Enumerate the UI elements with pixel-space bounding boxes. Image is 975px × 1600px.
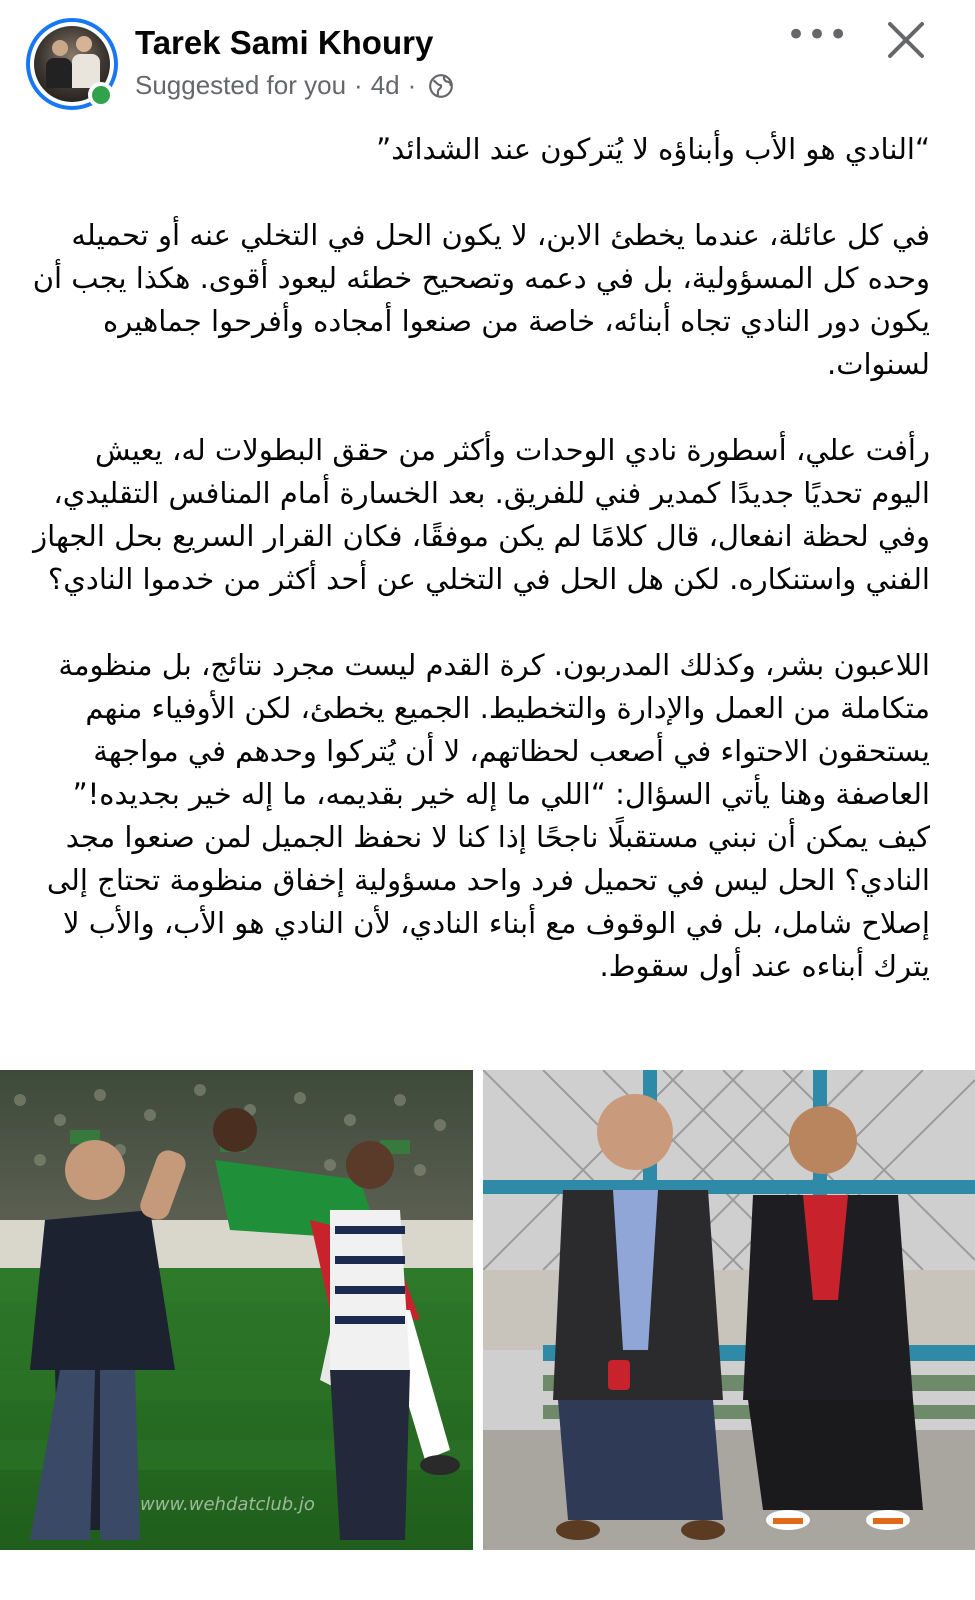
post-header — [0, 0, 975, 120]
post-photo-bench[interactable] — [483, 1070, 975, 1550]
post-body — [30, 128, 930, 988]
suggested-label: Suggested for you — [135, 70, 347, 100]
post-time[interactable]: 4d — [370, 70, 400, 100]
photo-watermark: www.wehdatclub.jo — [140, 1494, 315, 1515]
post-photo-celebration[interactable] — [0, 1070, 473, 1550]
post-meta — [135, 70, 454, 101]
globe-icon — [428, 73, 454, 99]
close-icon[interactable] — [880, 18, 932, 64]
post-paragraph: في كل عائلة، عندما يخطئ الابن، لا يكون الحل في التخلي عنه أو تحميله وحده كل المسؤولية، بل في دعمه وتصحيح خطئه ليعود أقوى. هكذا يجب أن يكون دور النادي تجاه أبنائه، خاصة من صنعوا أمجاده وأفرحوا جماهيره لسنوات. — [32, 218, 930, 381]
author-name[interactable]: Tarek Sami Khoury — [135, 24, 434, 61]
post-paragraph: رأفت علي، أسطورة نادي الوحدات وأكثر من حقق البطولات له، يعيش اليوم تحديًا جديدًا كمدير فني للفريق. بعد الخسارة أمام المنافس التقليدي، وفي لحظة انفعال، قال كلامًا لم يكن موفقًا، فكان القرار السريع بحل الجهاز الفني واستنكاره. لكن هل الحل في التخلي عن أحد أكثر من خدموا النادي؟ — [33, 433, 930, 596]
post-paragraph: “النادي هو الأب وأبناؤه لا يُتركون عند الشدائد” — [376, 132, 930, 166]
post-paragraph: اللاعبون بشر، وكذلك المدربون. كرة القدم ليست مجرد نتائج، بل منظومة متكاملة من العمل والإدارة والتخطيط. الجميع يخطئ، لكن الأوفياء منهم يستحقون الاحتواء في أصعب لحظاتهم، لا أن يُتركوا وحدهم في مواجهة العاصفة وهنا يأتي السؤال: “اللي ما إله خير بقديمه، ما إله خير بجديده!” كيف يمكن أن نبني مستقبلًا ناجحًا إذا كنا لا نحفظ الجميل لمن صنعوا مجد النادي؟ الحل ليس في تحميل فرد واحد مسؤولية إخفاق منظومة تحتاج إلى إصلاح شامل، بل في الوقوف مع أبناء النادي، لأن النادي هو الأب، والأب لا يترك أبناءه عند أول سقوط. — [46, 648, 930, 983]
online-status-dot — [88, 82, 114, 108]
meta-separator: · — [407, 70, 417, 100]
meta-separator: · — [354, 70, 363, 100]
more-icon[interactable]: ••• — [786, 15, 850, 55]
